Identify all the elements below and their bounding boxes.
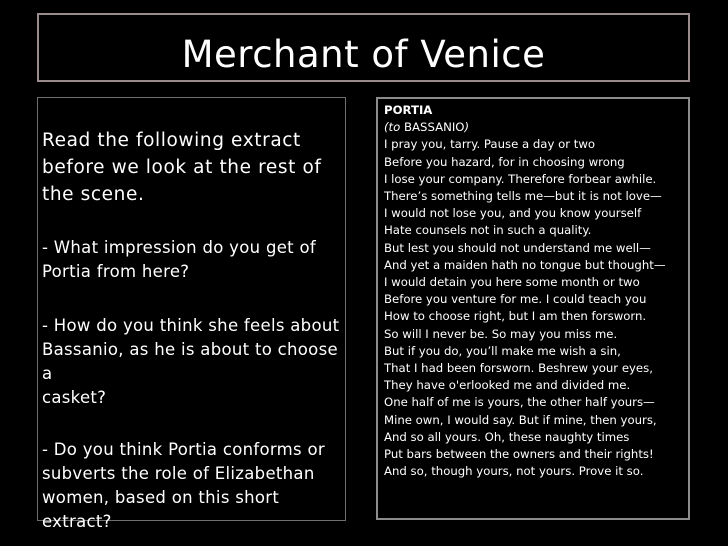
question-1 <box>42 236 344 284</box>
verse-line: Before you hazard, for in choosing wrong <box>384 154 625 169</box>
extract-panel <box>376 97 690 520</box>
verse-line: Before you venture for me. I could teach you <box>384 292 647 307</box>
verse-line: So will I never be. So may you miss me. <box>384 326 618 341</box>
verse-line: Hate counsels not in such a quality. <box>384 223 592 238</box>
extract-text <box>384 102 689 480</box>
verse-line: I would detain you here some month or two <box>384 275 640 290</box>
verse-line: That I had been forsworn. Beshrew your eyes, <box>384 361 653 376</box>
speaker-name: PORTIA <box>384 103 433 117</box>
question-line: casket? <box>42 388 107 407</box>
verse-line: But lest you should not understand me well— <box>384 240 651 255</box>
verse-line: But if you do, you’ll make me wish a sin, <box>384 343 621 358</box>
stage-direction <box>384 119 689 136</box>
question-line: subverts the role of Elizabethan <box>42 464 315 483</box>
instructions-text <box>42 127 344 534</box>
verse-line: I pray you, tarry. Pause a day or two <box>384 137 596 152</box>
stage-direction-name: BASSANIO <box>404 120 465 135</box>
question-line: - Do you think Portia conforms or <box>42 440 325 459</box>
intro-paragraph <box>42 127 344 208</box>
verse-line: I would not lose you, and you know yourself <box>384 206 642 221</box>
verse-line: There’s something tells me—but it is not love— <box>384 189 662 204</box>
intro-line: the scene. <box>42 184 145 205</box>
verse-line: Put bars between the owners and their rights! <box>384 447 654 462</box>
stage-direction-suffix: ) <box>464 120 470 135</box>
intro-line: Read the following extract <box>42 130 301 151</box>
verse-line: I lose your company. Therefore forbear awhile. <box>384 171 657 186</box>
verse-line: Mine own, I would say. But if mine, then yours, <box>384 412 657 427</box>
instructions-panel <box>37 97 346 531</box>
question-line: Portia from here? <box>42 262 190 281</box>
question-2 <box>42 314 344 410</box>
intro-line: before we look at the rest of <box>42 157 322 178</box>
slide-title: Merchant of Venice <box>181 33 546 76</box>
verse-line: How to choose right, but I am then forsworn. <box>384 309 647 324</box>
question-line: women, based on this short extract? <box>42 488 280 531</box>
question-line: - How do you think she feels about <box>42 316 340 335</box>
verse-line: One half of me is yours, the other half yours— <box>384 395 655 410</box>
verse-line: They have o'erlooked me and divided me. <box>384 378 631 393</box>
question-3 <box>42 438 344 534</box>
question-line: - What impression do you get of <box>42 238 316 257</box>
title-box <box>37 13 690 82</box>
stage-direction-prefix: (to <box>384 120 405 135</box>
verse-line: And so, though yours, not yours. Prove it so. <box>384 464 644 479</box>
verse-line: And so all yours. Oh, these naughty times <box>384 429 630 444</box>
verse-line: And yet a maiden hath no tongue but thought— <box>384 257 666 272</box>
question-line: Bassanio, as he is about to choose a <box>42 340 338 383</box>
